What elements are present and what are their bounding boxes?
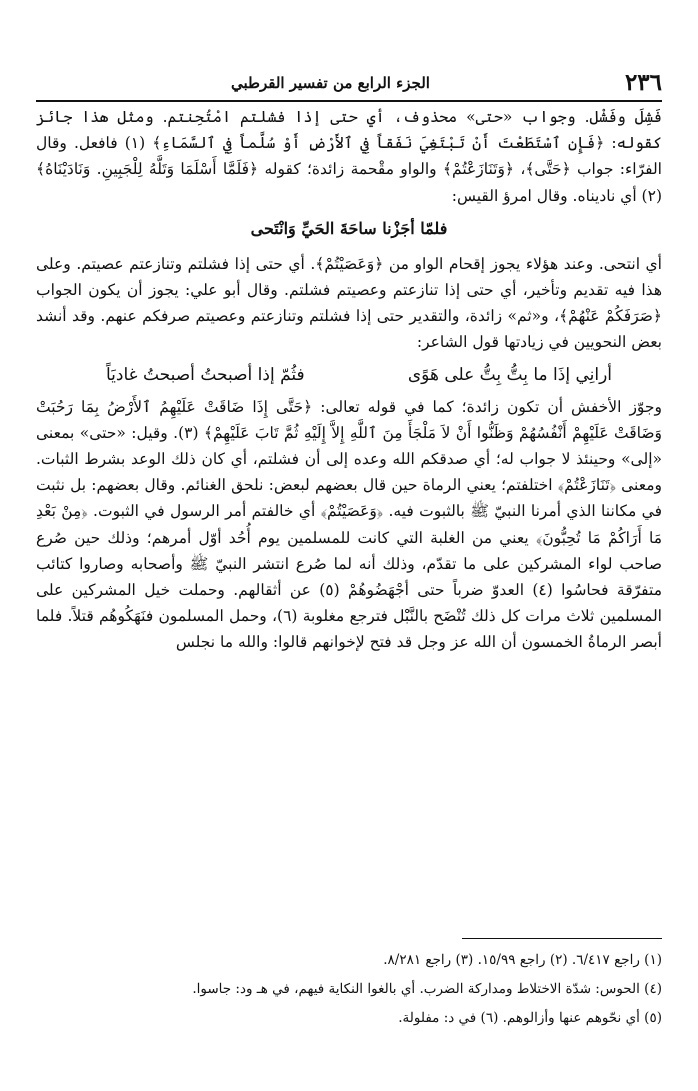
paragraph-1: فَشِلَ وفَشْل. وجواب «حتى» محذوف، أي حتى إذا فشلتم امْتُحِنتم. ومثل هذا جائز كقوله: ﴿فَإِنِ ٱسْتَطَعْتَ أَنْ تَبْتَغِيَ نَفَقاً فِي ٱلأَرْضِ أَوْ سُلَّماً فِي ٱلسَّمَاءِ﴾ (١) فافعل. وقال الفرّاء: جواب ﴿حَتَّى﴾، ﴿وَتَنَازَعْتُمْ﴾ والواو مقْحمة زائدة؛ كقوله ﴿فَلَمَّا أَسْلَمَا وَتَلَّهُ لِلْجَبِينِ. وَنَادَيْنَاهُ﴾ (٢) أي ناديناه. وقال امرؤ القيس: <box>36 108 662 205</box>
running-title: الجزء الرابع من تفسير القرطبي <box>230 74 430 92</box>
footnote-line-1: (١) راجع ٦/٤١٧. (٢) راجع ١٥/٩٩. (٣) راجع ٨/٢٨١. <box>383 952 662 968</box>
footnotes-rule <box>462 938 662 939</box>
poetry-verse-1: فلمّا أجَزْنا ساحَةَ الحَيِّ وَانْتَحى <box>250 218 448 238</box>
paragraph-2: أي انتحى. وعند هؤلاء يجوز إقحام الواو من ﴿وَعَصَيْتُمْ﴾. أي حتى إذا فشلتم وتنازعتم عصيتم. وعلى هذا فيه تقديم وتأخير، أي حتى إذا تنازعتم وعصيتم فشلتم. وقال أبو علي: يجوز أن يكون الجواب ﴿صَرَفَكُمْ عَنْهُمْ﴾، و«ثم» زائدة، والتقدير حتى إذا فشلتم وتنازعتم وعصيتم صرفكم عنهم. وقد أنشد بعض النحويين في زيادتها قول الشاعر: <box>36 254 662 352</box>
paragraph-3: وجوّز الأخفش أن تكون زائدة؛ كما في قوله تعالى: ﴿حَتَّى إِذَا ضَاقَتْ عَلَيْهِمُ ٱلأَرْضُ بِمَا رَحُبَتْ وَضَاقَتْ عَلَيْهِمْ أَنْفُسُهُمْ وَظَنُّوا أَنْ لاَ مَلْجَأَ مِنَ ٱللَّهِ إِلاَّ إِلَيْهِ ثُمَّ تَابَ عَلَيْهِمْ﴾ (٣). وقيل: «حتى» بمعنى «إلى» وحينئذ لا جواب له؛ أي صدقكم الله وعده إلى أن فشلتم، أي كان ذلك الوعد بشرط الثبات. ومعنى ﴿تَنَازَعْتُمْ﴾ اختلفتم؛ يعني الرماة حين قال بعضهم لبعض: نلحق الغنائم. وقال بعضهم: بل نثبت في مكاننا الذي أمرنا النبيّ ﷺ بالثبوت فيه. ﴿وَعَصَيْتُمْ﴾ أي خالفتم أمر الرسول في الثبوت. ﴿مِنْ بَعْدِ مَا أَرَاكُمْ مَا تُحِبُّونَ﴾ يعني من الغلبة التي كانت للمسلمين يوم أُحُد أوّل أمرهم؛ وذلك حين صُرع صاحب لواء المشركين على ما تقدّم، وذلك أنه لما صُرع انتشر النبيّ ﷺ وأصحابه وصاروا كتائب متفرّقة فحاسُوا (٤) العدوّ ضرباً حتى أجْهَضُوهُمْ (٥) عن أثقالهم. وحملت خيل المشركين على المسلمين ثلاث مرات كل ذلك تُنْضَح بالنَّبْل فترجع مغلوبة (٦)، وحمل المسلمون فنَهَكُوهُم قتلاً. فلما أبصر الرماةُ الخمسون أن الله عز وجل قد فتح لإخوانهم قالوا: والله ما نجلس <box>36 397 662 652</box>
page-number: ٢٣٦ <box>624 69 662 96</box>
footnote-line-3: (٥) أي نحّوهم عنها وأزالوهم. (٦) في د: مفلولة. <box>398 1010 662 1026</box>
page-header <box>36 62 662 98</box>
footnotes <box>36 946 662 1036</box>
footnote-line-2: (٤) الحوس: شدّة الاختلاط ومداركة الضرب. أي بالغوا النكاية فيهم، في هـ ود: جاسوا. <box>192 981 662 997</box>
verse-2-second-hemistich: فثُمّ إذا أصبحتُ أصبحتُ غاديَاً <box>106 364 305 385</box>
main-text <box>36 104 662 916</box>
header-rule <box>36 100 662 102</box>
poetry-verse-2 <box>36 356 662 394</box>
verse-2-first-hemistich: أرانِي إذَا ما بِتُّ بِتُّ على هَوًى <box>407 364 612 385</box>
